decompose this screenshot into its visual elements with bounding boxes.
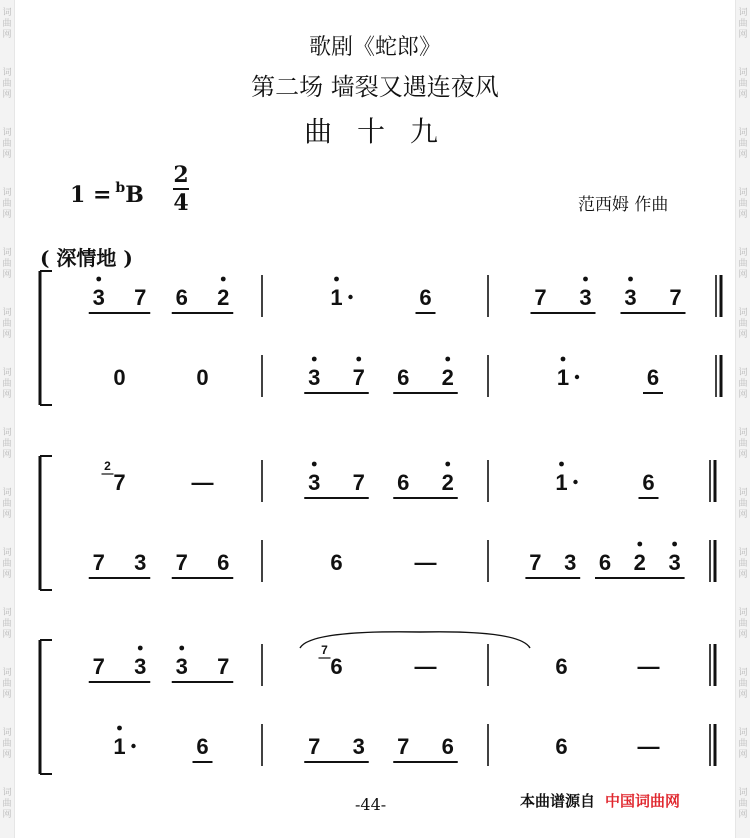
flat-sign: b (115, 180, 126, 196)
note-digit: 6 (646, 365, 660, 390)
watermark-glyph: 词 曲 网 (738, 308, 748, 340)
note-digit: 3 (624, 285, 637, 310)
watermark-glyph: 词 曲 网 (738, 488, 748, 520)
scene-title: 第二场 墙裂又遇连夜风 (251, 73, 499, 101)
watermark-glyph: 词 曲 网 (2, 248, 12, 280)
note-digit: 1 (555, 470, 568, 495)
octave-dot (312, 462, 317, 467)
octave-dot (561, 357, 566, 362)
note-digit: 6 (175, 285, 188, 310)
note-digit: 6 (397, 470, 410, 495)
watermark-glyph: 词 曲 网 (738, 788, 748, 820)
octave-dot (445, 462, 450, 467)
note-digit: 6 (330, 654, 343, 679)
watermark-glyph: 词 曲 网 (2, 428, 12, 460)
note-digit: 3 (92, 285, 105, 310)
grace-note: 2 (104, 459, 111, 473)
note-digit: 7 (92, 550, 105, 575)
note-digit: 7 (669, 285, 682, 310)
octave-dot (117, 726, 122, 731)
dash-extension: — (414, 654, 437, 679)
augmentation-dot (575, 375, 579, 379)
note-digit: 3 (134, 550, 147, 575)
augmentation-dot (348, 295, 352, 299)
watermark-glyph: 词 曲 网 (2, 488, 12, 520)
note-digit: 7 (534, 285, 547, 310)
watermark-glyph: 词 曲 网 (2, 668, 12, 700)
note-digit: 2 (633, 550, 646, 575)
note-digit: 1 (113, 734, 126, 759)
note-digit: 1 (556, 365, 570, 390)
watermark-glyph: 词 曲 网 (2, 68, 12, 100)
watermark-glyph: 词 曲 网 (2, 188, 12, 220)
octave-dot (312, 357, 317, 362)
octave-dot (628, 277, 633, 282)
note-digit: 3 (668, 550, 681, 575)
watermark-glyph: 词 曲 网 (738, 548, 748, 580)
octave-dot (583, 277, 588, 282)
note-digit: 6 (397, 365, 410, 390)
watermark-glyph: 词 曲 网 (738, 128, 748, 160)
watermark-glyph: 词 曲 网 (738, 248, 748, 280)
note-digit: 7 (352, 470, 365, 495)
note-digit: 0 (113, 365, 126, 390)
dash-extension: — (191, 470, 214, 495)
octave-dot (179, 646, 184, 651)
watermark-glyph: 词 曲 网 (738, 668, 748, 700)
note-digit: 3 (175, 654, 188, 679)
note-digit: 3 (308, 365, 321, 390)
watermark-glyph: 词 曲 网 (2, 308, 12, 340)
note-digit: 6 (441, 734, 454, 759)
note-digit: 3 (564, 550, 577, 575)
augmentation-dot (131, 744, 135, 748)
tie-arc (300, 632, 530, 648)
key-note: B (125, 182, 144, 208)
watermark-glyph: 词 曲 网 (2, 8, 12, 40)
source-credit (520, 790, 680, 811)
dash-extension: — (637, 654, 660, 679)
note-digit: 6 (419, 285, 432, 310)
composer-credit: 范西姆 作曲 (578, 195, 669, 215)
note-digit: 6 (217, 550, 230, 575)
note-digit: 6 (598, 550, 612, 575)
watermark-glyph: 词 曲 网 (738, 188, 748, 220)
note-digit: 6 (196, 734, 209, 759)
opera-title: 歌剧《蛇郎》 (308, 35, 441, 60)
note-digit: 3 (579, 285, 592, 310)
note-digit: 3 (308, 470, 321, 495)
note-digit: 7 (175, 550, 188, 575)
tempo-marking: ( 深情地 ) (40, 246, 133, 270)
watermark-glyph: 词 曲 网 (2, 128, 12, 160)
watermark-glyph: 词 曲 网 (738, 8, 748, 40)
octave-dot (138, 646, 143, 651)
note-digit: 7 (397, 734, 410, 759)
watermark-glyph: 词 曲 网 (738, 68, 748, 100)
watermark-glyph: 词 曲 网 (2, 788, 12, 820)
octave-dot (559, 462, 564, 467)
note-digit: 3 (134, 654, 147, 679)
key-prefix: 1 = (70, 182, 112, 208)
dash-extension: — (637, 734, 660, 759)
watermark-glyph: 词 曲 网 (2, 368, 12, 400)
piece-number: 曲 十 九 (304, 115, 446, 148)
octave-dot (637, 542, 642, 547)
note-digit: 2 (217, 285, 230, 310)
note-digit: 7 (352, 365, 365, 390)
note-digit: 7 (529, 550, 542, 575)
note-digit: 0 (196, 365, 209, 390)
time-signature-bottom: 4 (173, 190, 189, 216)
note-digit: 7 (134, 285, 147, 310)
watermark-glyph: 词 曲 网 (2, 548, 12, 580)
dash-extension: — (414, 550, 437, 575)
source-credit-brand: 中国词曲网 (605, 792, 681, 810)
page-number: -44- (355, 795, 387, 814)
octave-dot (96, 277, 101, 282)
note-digit: 2 (441, 365, 454, 390)
watermark-glyph: 词 曲 网 (738, 368, 748, 400)
octave-dot (445, 357, 450, 362)
octave-dot (672, 542, 677, 547)
augmentation-dot (573, 480, 577, 484)
note-digit: 6 (330, 550, 343, 575)
source-credit-text: 本曲谱源自 (520, 792, 596, 810)
octave-dot (334, 277, 339, 282)
octave-dot (221, 277, 226, 282)
watermark-glyph: 词 曲 网 (2, 728, 12, 760)
watermark-glyph: 词 曲 网 (738, 428, 748, 460)
note-digit: 7 (113, 470, 126, 495)
time-signature-top: 2 (173, 162, 189, 188)
note-digit: 1 (330, 285, 343, 310)
note-digit: 6 (555, 654, 568, 679)
watermark-glyph: 词 曲 网 (738, 608, 748, 640)
note-digit: 2 (441, 470, 454, 495)
octave-dot (356, 357, 361, 362)
watermark-glyph: 词 曲 网 (2, 608, 12, 640)
note-digit: 7 (217, 654, 230, 679)
note-digit: 6 (555, 734, 568, 759)
note-digit: 3 (352, 734, 365, 759)
note-digit: 6 (642, 470, 655, 495)
note-digit: 7 (92, 654, 105, 679)
grace-note: 7 (321, 643, 328, 657)
note-digit: 7 (308, 734, 321, 759)
watermark-glyph: 词 曲 网 (738, 728, 748, 760)
